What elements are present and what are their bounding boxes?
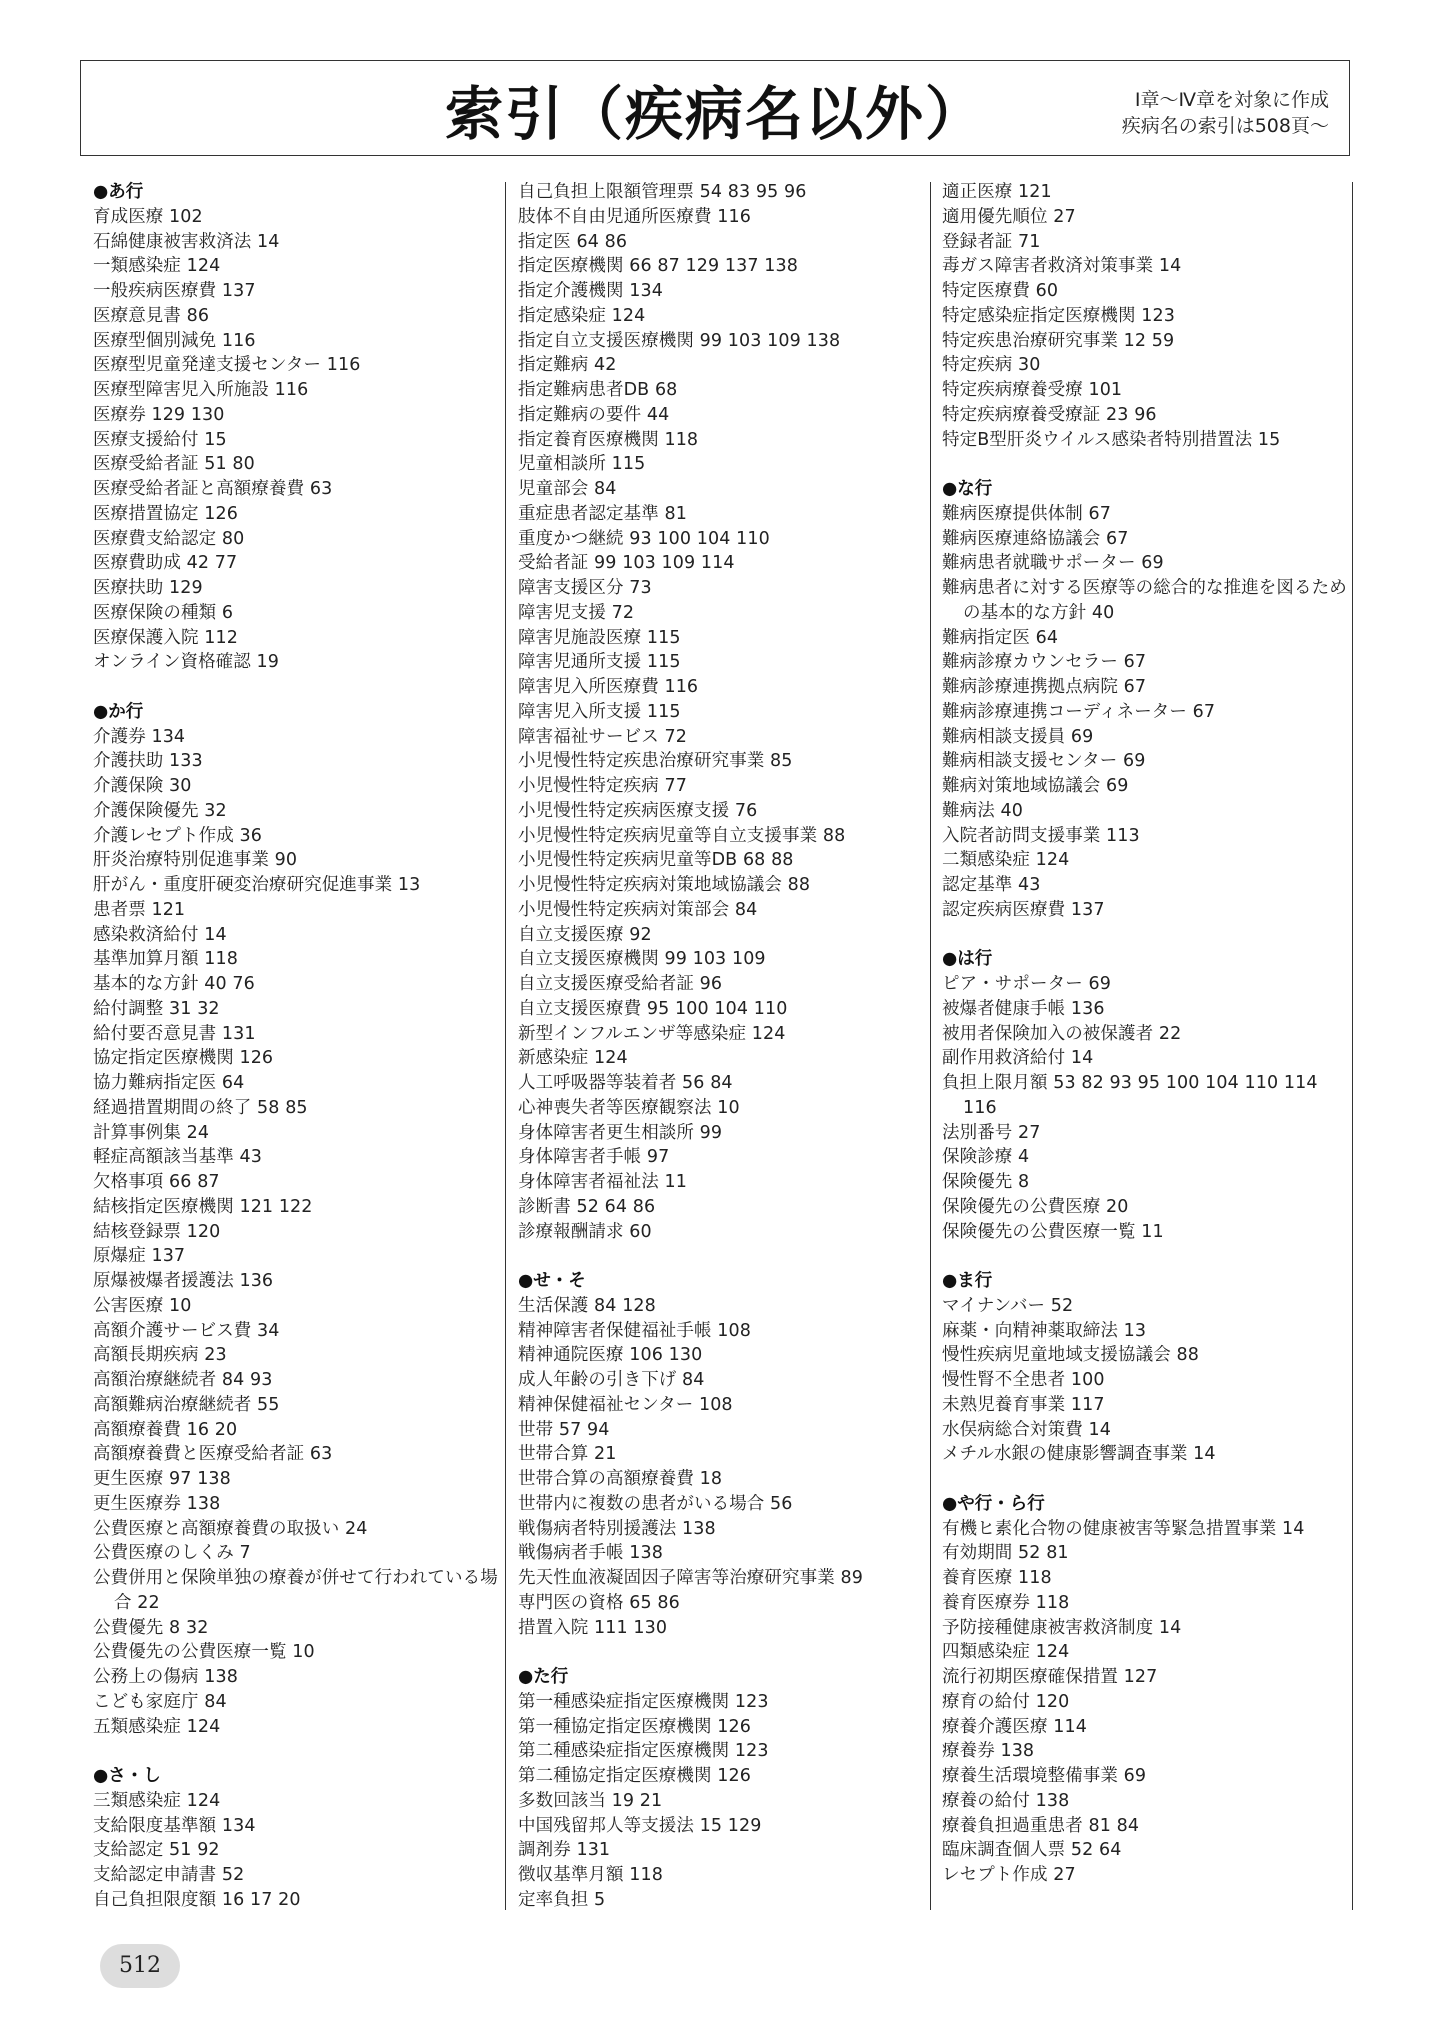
index-entry: 公費優先 8 32 (93, 1617, 209, 1638)
index-entry: 介護扶助 133 (93, 751, 203, 772)
index-entry: 公費医療と高額療養費の取扱い 24 (93, 1518, 368, 1539)
index-entry: 更生医療券 138 (93, 1493, 221, 1514)
index-entry: 登録者証 71 (942, 231, 1041, 252)
index-entry: 受給者証 99 103 109 114 (518, 553, 735, 574)
section-heading: ●や行・ら行 (942, 1493, 1045, 1514)
index-entry: 人工呼吸器等装着者 56 84 (518, 1073, 733, 1093)
index-entry: 自立支援医療 92 (518, 924, 652, 945)
section-heading: ●は行 (942, 949, 993, 970)
index-entry: 第一種感染症指定医療機関 123 (518, 1691, 769, 1712)
index-entry: 認定基準 43 (942, 875, 1041, 895)
index-entry: 生活保護 84 128 (518, 1295, 656, 1316)
index-entry: 障害児支援 72 (518, 602, 635, 623)
index-entry: 難病医療連絡協議会 67 (942, 528, 1129, 549)
index-entry: 難病患者就職サポーター 69 (942, 553, 1164, 574)
index-entry: 指定医 64 86 (518, 231, 628, 252)
index-entry: 精神通院医療 106 130 (518, 1345, 703, 1366)
index-entry: 重度かつ継続 93 100 104 110 (518, 528, 770, 549)
index-entry: 医療意見書 86 (93, 305, 210, 326)
index-entry: 更生医療 97 138 (93, 1469, 231, 1489)
index-entry: 先天性血液凝固因子障害等治療研究事業 89 (518, 1568, 863, 1588)
index-entry: 難病医療提供体制 67 (942, 503, 1111, 524)
section-heading: ●ま行 (942, 1271, 993, 1291)
index-entry: 高額難病治療継続者 55 (93, 1394, 280, 1415)
index-entry: 療養の給付 138 (942, 1790, 1070, 1811)
index-entry: 保険優先の公費医療一覧 11 (942, 1221, 1164, 1242)
index-entry: 水俣病総合対策費 14 (942, 1419, 1111, 1440)
index-entry: 専門医の資格 65 86 (518, 1592, 680, 1613)
index-entry: 児童部会 84 (518, 479, 617, 499)
index-entry: 特定医療費 60 (942, 281, 1059, 301)
index-entry: 医療受給者証 51 80 (93, 454, 255, 475)
index-entry: 介護保険優先 32 (93, 800, 227, 821)
index-section (518, 180, 926, 1244)
index-entry: 公費優先の公費医療一覧 10 (93, 1642, 315, 1663)
index-entry: 給付要否意見書 131 (93, 1023, 256, 1044)
index-entry: 第二種協定指定医療機関 126 (518, 1766, 751, 1786)
index-entry: 石綿健康被害救済法 14 (93, 231, 280, 252)
index-entry: 特定感染症指定医療機関 123 (942, 305, 1175, 326)
index-entry: 児童相談所 115 (518, 454, 646, 475)
index-entry: 世帯内に複数の患者がいる場合 56 (518, 1493, 793, 1514)
index-entry: 自立支援医療受給者証 96 (518, 974, 723, 994)
index-entry: 障害児施設医療 115 (518, 627, 681, 648)
index-entry: 医療受給者証と高額療養費 63 (93, 479, 333, 499)
index-entry: 高額治療継続者 84 93 (93, 1370, 273, 1390)
index-entry: 肝炎治療特別促進事業 90 (93, 850, 298, 871)
section-heading: ●か行 (93, 701, 144, 722)
index-entry: 難病相談支援員 69 (942, 726, 1094, 747)
index-entry: 被爆者健康手帳 136 (942, 998, 1105, 1019)
index-entry: 育成医療 102 (93, 206, 203, 227)
index-entry: 世帯合算の高額療養費 18 (518, 1469, 723, 1489)
index-entry: 医療型障害児入所施設 116 (93, 380, 309, 400)
index-entry: 徴収基準月額 118 (518, 1865, 663, 1885)
header-note-line1: Ⅰ章～Ⅳ章を対象に作成 (1134, 89, 1329, 111)
section-heading: ●な行 (942, 479, 993, 499)
index-entry: 給付調整 31 32 (93, 998, 220, 1019)
index-entry: 患者票 121 (93, 899, 186, 920)
index-entry: 指定自立支援医療機関 99 103 109 138 (518, 330, 841, 351)
index-entry: 指定難病 42 (518, 355, 617, 376)
index-entry: 第二種感染症指定医療機関 123 (518, 1741, 769, 1762)
index-entry: 副作用救済給付 14 (942, 1048, 1094, 1069)
index-entry: 公害医療 10 (93, 1295, 192, 1316)
section-heading: ●さ・し (93, 1766, 161, 1786)
index-entry: マイナンバー 52 (942, 1295, 1074, 1316)
index-entry: こども家庭庁 84 (93, 1691, 227, 1712)
index-entry: 適用優先順位 27 (942, 206, 1076, 227)
header-note (1122, 87, 1329, 139)
index-entry: 軽症高額該当基準 43 (93, 1147, 262, 1168)
index-entry: 適正医療 121 (942, 182, 1052, 202)
index-entry: 医療扶助 129 (93, 578, 203, 598)
index-section (93, 1764, 501, 1913)
index-header-box (80, 60, 1350, 156)
index-entry: 定率負担 5 (518, 1889, 606, 1910)
index-entry: 小児慢性特定疾病医療支援 76 (518, 800, 758, 821)
index-entry: 三類感染症 124 (93, 1790, 221, 1811)
index-entry: 介護保険 30 (93, 776, 192, 796)
index-entry: 医療費支給認定 80 (93, 528, 245, 549)
index-entry: 保険優先 8 (942, 1172, 1030, 1192)
index-entry: 難病指定医 64 (942, 627, 1059, 648)
index-entry: 原爆被爆者援護法 136 (93, 1271, 274, 1291)
column-divider (505, 182, 506, 1910)
index-entry: 自立支援医療費 95 100 104 110 (518, 998, 788, 1019)
column-divider (930, 182, 931, 1910)
index-entry: 慢性腎不全患者 100 (942, 1370, 1105, 1390)
index-entry: 肢体不自由児通所医療費 116 (518, 206, 751, 227)
index-column-3 (942, 180, 1350, 1910)
index-entry: 診療報酬請求 60 (518, 1221, 652, 1242)
index-entry: 公費併用と保険単独の療養が併せて行われている場合 22 (93, 1568, 498, 1613)
index-entry: オンライン資格確認 19 (93, 652, 280, 673)
index-entry: 身体障害者福祉法 11 (518, 1172, 687, 1192)
index-section (518, 1665, 926, 1913)
index-section (942, 1269, 1350, 1467)
index-entry: 障害児入所支援 115 (518, 701, 681, 722)
index-entry: 世帯合算 21 (518, 1444, 617, 1465)
header-note-line2: 疾病名の索引は508頁～ (1121, 115, 1329, 137)
index-entry: 難病相談支援センター 69 (942, 751, 1146, 772)
index-entry: 障害支援区分 73 (518, 578, 652, 598)
index-entry: 特定疾病療養受療証 23 96 (942, 404, 1157, 425)
index-entry: 診断書 52 64 86 (518, 1196, 656, 1217)
index-entry: 身体障害者更生相談所 99 (518, 1122, 723, 1143)
index-entry: 心神喪失者等医療観察法 10 (518, 1097, 740, 1118)
index-section (93, 700, 501, 1740)
index-entry: 戦傷病者手帳 138 (518, 1543, 663, 1564)
index-entry: 特定疾病療養受療 101 (942, 380, 1123, 400)
index-entry: 世帯 57 94 (518, 1419, 610, 1440)
index-entry: 保険診療 4 (942, 1147, 1030, 1168)
index-entry: 原爆症 137 (93, 1246, 186, 1267)
index-entry: 養育医療 118 (942, 1568, 1052, 1588)
index-entry: 自己負担限度額 16 17 20 (93, 1889, 301, 1910)
index-entry: 高額長期疾病 23 (93, 1345, 227, 1366)
index-entry: 精神障害者保健福祉手帳 108 (518, 1320, 751, 1341)
index-entry: 五類感染症 124 (93, 1716, 221, 1737)
index-entry: 医療費助成 42 77 (93, 553, 238, 574)
index-entry: 未熟児養育事業 117 (942, 1394, 1105, 1415)
page-title: 索引（疾病名以外） (444, 80, 985, 148)
index-entry: 小児慢性特定疾病児童等自立支援事業 88 (518, 825, 846, 846)
index-entry: 介護券 134 (93, 726, 186, 747)
index-section (518, 1269, 926, 1640)
index-entry: 肝がん・重度肝硬変治療研究促進事業 13 (93, 875, 421, 895)
index-entry: 高額介護サービス費 34 (93, 1320, 280, 1341)
index-entry: 高額療養費と医療受給者証 63 (93, 1444, 333, 1465)
index-entry: 医療保険の種類 6 (93, 602, 234, 623)
index-section (942, 947, 1350, 1244)
index-entry: 難病患者に対する医療等の総合的な推進を図るための基本的な方針 40 (942, 578, 1347, 623)
index-entry: 医療支援給付 15 (93, 429, 227, 450)
index-section (942, 180, 1350, 452)
index-entry: 経過措置期間の終了 58 85 (93, 1097, 308, 1118)
index-entry: 被用者保険加入の被保護者 22 (942, 1023, 1182, 1044)
index-entry: 負担上限月額 53 82 93 95 100 104 110 114 116 (942, 1073, 1318, 1118)
index-entry: 障害児入所医療費 116 (518, 677, 699, 697)
index-section (942, 477, 1350, 923)
index-entry: 新型インフルエンザ等感染症 124 (518, 1023, 786, 1044)
index-entry: 養育医療券 118 (942, 1592, 1070, 1613)
index-entry: 欠格事項 66 87 (93, 1172, 220, 1192)
index-entry: 一般疾病医療費 137 (93, 281, 256, 301)
index-entry: 医療型個別減免 116 (93, 330, 256, 351)
index-entry: 基準加算月額 118 (93, 949, 238, 970)
index-entry: 中国残留邦人等支援法 15 129 (518, 1815, 762, 1836)
index-section (942, 1492, 1350, 1888)
index-entry: レセプト作成 27 (942, 1865, 1076, 1885)
index-entry: 療養介護医療 114 (942, 1716, 1087, 1737)
index-entry: 療養券 138 (942, 1741, 1035, 1762)
index-entry: 高額療養費 16 20 (93, 1419, 238, 1440)
section-heading: ●た行 (518, 1667, 569, 1687)
column-divider (1352, 182, 1353, 1910)
index-entry: 医療措置協定 126 (93, 503, 238, 524)
index-entry: メチル水銀の健康影響調査事業 14 (942, 1444, 1216, 1465)
index-entry: 小児慢性特定疾病 77 (518, 776, 687, 796)
index-entry: 特定疾病 30 (942, 355, 1041, 376)
index-entry: 小児慢性特定疾患治療研究事業 85 (518, 751, 793, 772)
index-entry: 障害福祉サービス 72 (518, 726, 687, 747)
index-entry: 小児慢性特定疾病対策地域協議会 88 (518, 875, 811, 895)
index-entry: 結核指定医療機関 121 122 (93, 1196, 313, 1217)
index-entry: 難病対策地域協議会 69 (942, 776, 1129, 796)
index-entry: 自己負担上限額管理票 54 83 95 96 (518, 182, 807, 202)
index-entry: 感染救済給付 14 (93, 924, 227, 945)
index-entry: 調剤券 131 (518, 1840, 611, 1861)
index-entry: 戦傷病者特別援護法 138 (518, 1518, 716, 1539)
index-entry: 難病診療連携拠点病院 67 (942, 677, 1147, 697)
index-entry: 重症患者認定基準 81 (518, 503, 687, 524)
index-entry: 臨床調査個人票 52 64 (942, 1840, 1122, 1861)
index-entry: 小児慢性特定疾病児童等DB 68 88 (518, 850, 794, 871)
index-entry: 特定疾患治療研究事業 12 59 (942, 330, 1175, 351)
index-entry: 第一種協定指定医療機関 126 (518, 1716, 751, 1737)
index-entry: 身体障害者手帳 97 (518, 1147, 670, 1168)
index-entry: 公務上の傷病 138 (93, 1667, 238, 1687)
index-entry: 指定難病の要件 44 (518, 404, 670, 425)
index-entry: 新感染症 124 (518, 1048, 628, 1069)
index-entry: 指定難病患者DB 68 (518, 380, 678, 400)
index-entry: 療養負担過重患者 81 84 (942, 1815, 1140, 1836)
index-entry: 結核登録票 120 (93, 1221, 221, 1242)
index-entry: 有効期間 52 81 (942, 1543, 1069, 1564)
index-entry: 成人年齢の引き下げ 84 (518, 1370, 705, 1390)
index-entry: ピア・サポーター 69 (942, 974, 1111, 994)
index-entry: 法別番号 27 (942, 1122, 1041, 1143)
index-entry: 指定医療機関 66 87 129 137 138 (518, 256, 798, 277)
index-entry: 保険優先の公費医療 20 (942, 1196, 1129, 1217)
page-number: 512 (100, 1944, 180, 1988)
index-entry: 一類感染症 124 (93, 256, 221, 277)
index-entry: 毒ガス障害者救済対策事業 14 (942, 256, 1182, 277)
index-entry: 公費医療のしくみ 7 (93, 1543, 251, 1564)
index-entry: 小児慢性特定疾病対策部会 84 (518, 899, 758, 920)
section-heading: ●せ・そ (518, 1271, 586, 1291)
index-entry: 麻薬・向精神薬取締法 13 (942, 1320, 1147, 1341)
index-entry: 流行初期医療確保措置 127 (942, 1667, 1158, 1687)
index-entry: 四類感染症 124 (942, 1642, 1070, 1663)
index-entry: 協力難病指定医 64 (93, 1073, 245, 1093)
index-entry: 二類感染症 124 (942, 850, 1070, 871)
index-entry: 指定感染症 124 (518, 305, 646, 326)
index-entry: 有機ヒ素化合物の健康被害等緊急措置事業 14 (942, 1518, 1305, 1539)
index-entry: 精神保健福祉センター 108 (518, 1394, 733, 1415)
index-column-2 (518, 180, 926, 1910)
index-entry: 指定介護機関 134 (518, 281, 663, 301)
index-entry: 予防接種健康被害救済制度 14 (942, 1617, 1182, 1638)
index-entry: 難病診療連携コーディネーター 67 (942, 701, 1216, 722)
index-entry: 多数回該当 19 21 (518, 1790, 663, 1811)
index-entry: 医療保護入院 112 (93, 627, 238, 648)
index-entry: 指定養育医療機関 118 (518, 429, 699, 450)
index-column-1 (93, 180, 501, 1910)
index-entry: 計算事例集 24 (93, 1122, 210, 1143)
index-entry: 特定B型肝炎ウイルス感染者特別措置法 15 (942, 429, 1281, 450)
index-entry: 難病法 40 (942, 800, 1023, 821)
index-entry: 入院者訪問支援事業 113 (942, 825, 1140, 846)
index-entry: 療育の給付 120 (942, 1691, 1070, 1712)
index-entry: 支給認定 51 92 (93, 1840, 220, 1861)
index-entry: 支給限度基準額 134 (93, 1815, 256, 1836)
index-entry: 医療型児童発達支援センター 116 (93, 355, 361, 376)
index-section (93, 180, 501, 675)
index-entry: 介護レセプト作成 36 (93, 825, 262, 846)
index-entry: 療養生活環境整備事業 69 (942, 1766, 1147, 1786)
index-entry: 慢性疾病児童地域支援協議会 88 (942, 1345, 1199, 1366)
index-entry: 難病診療カウンセラー 67 (942, 652, 1147, 673)
index-entry: 自立支援医療機関 99 103 109 (518, 949, 766, 970)
index-entry: 協定指定医療機関 126 (93, 1048, 274, 1069)
index-entry: 障害児通所支援 115 (518, 652, 681, 673)
index-entry: 基本的な方針 40 76 (93, 974, 255, 994)
index-entry: 措置入院 111 130 (518, 1617, 668, 1638)
index-entry: 医療券 129 130 (93, 404, 225, 425)
section-heading: ●あ行 (93, 182, 144, 202)
index-entry: 支給認定申請書 52 (93, 1865, 245, 1885)
index-entry: 認定疾病医療費 137 (942, 899, 1105, 920)
